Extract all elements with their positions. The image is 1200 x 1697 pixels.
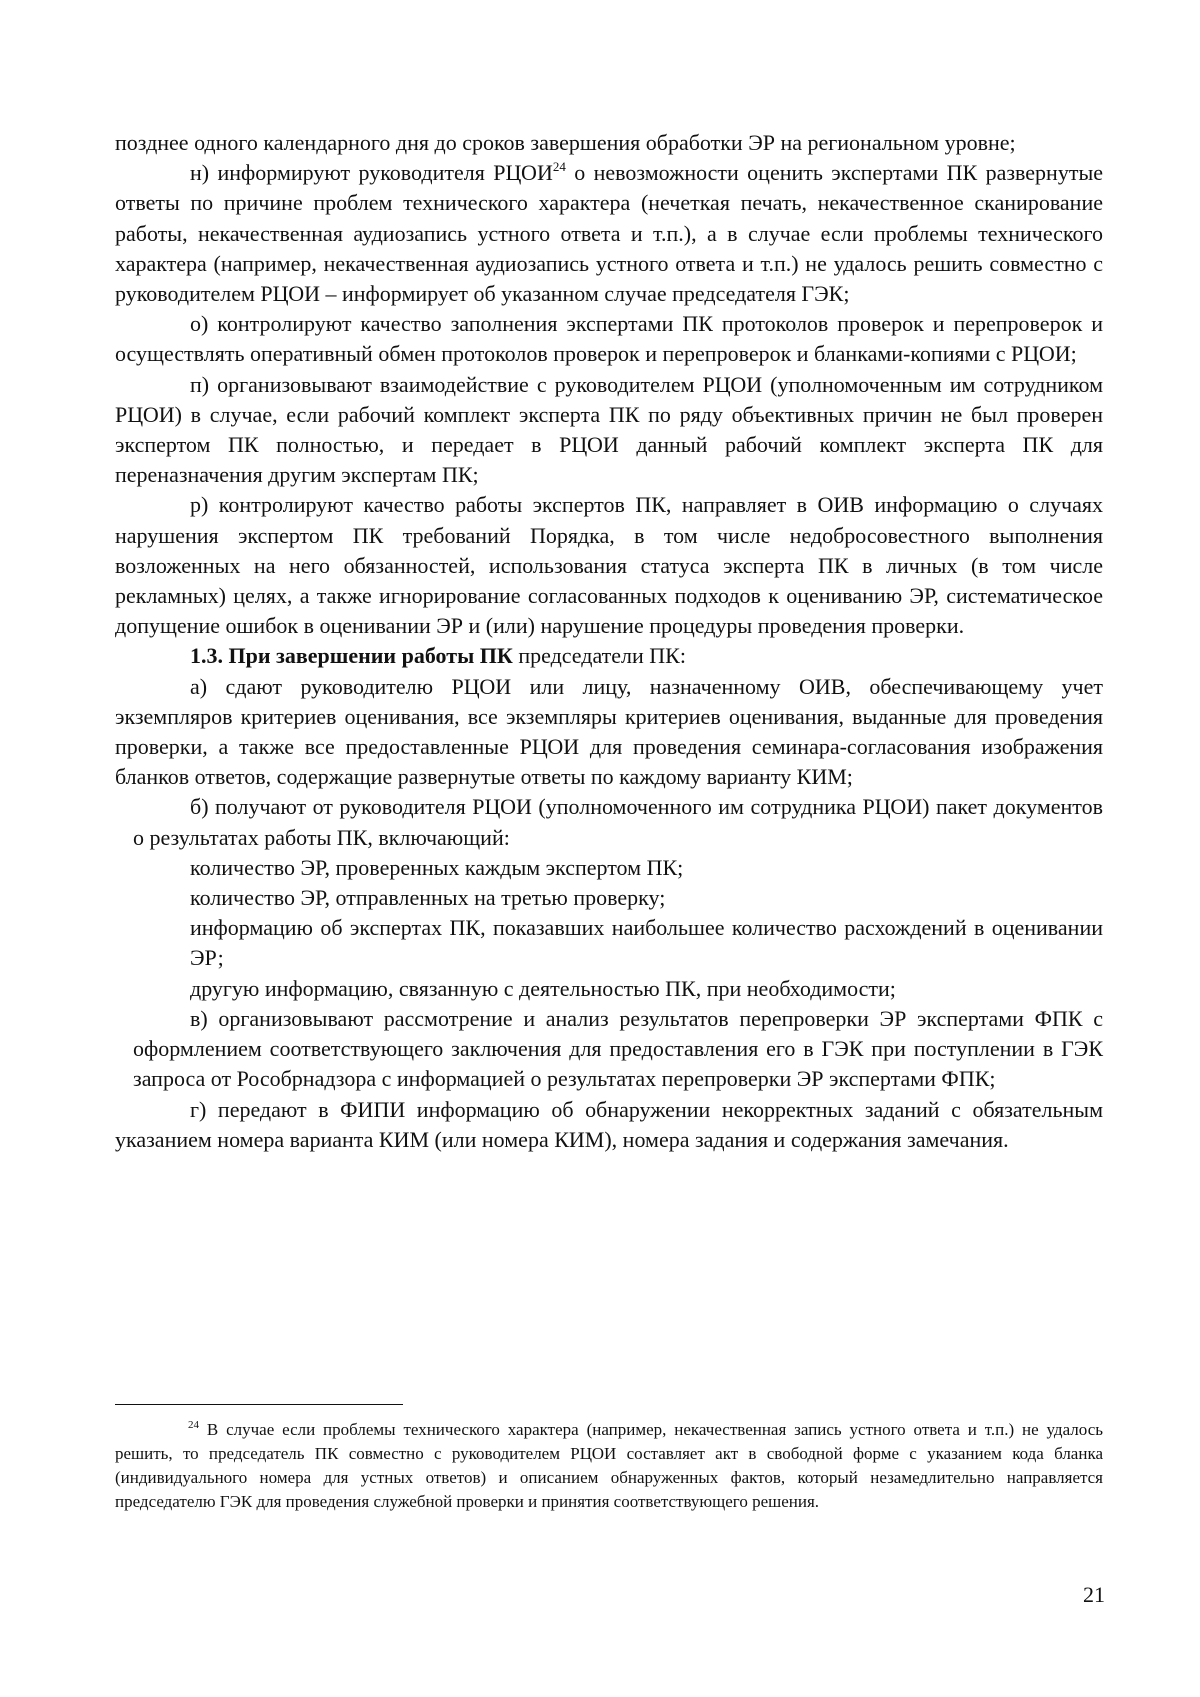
paragraph-n-start: н) информируют руководителя РЦОИ <box>190 160 553 186</box>
section-heading-rest: председатели ПК: <box>512 643 686 669</box>
page-number: 21 <box>1083 1582 1105 1607</box>
footnote-text: В случае если проблемы технического характера (например, некачественная запись устного ответа и т.п.) не удалось решить, то председатель ПК совместно с руководителем РЦОИ составляет акт в свободной форме с указанием кода бланка (индивидуального номера для устных ответов) и описанием обнаруженных фактов, который незамедлительно направляется председателю ГЭК для проведения служебной проверки и принятия соответствующего решения. <box>115 1420 1103 1511</box>
list-item: количество ЭР, отправленных на третью проверку; <box>190 885 666 911</box>
footnote <box>115 1418 1103 1514</box>
paragraph-g: г) передают в ФИПИ информацию об обнаружении некорректных заданий с обязательным указанием номера варианта КИМ (или номера КИМ), номера задания и содержания замечания. <box>115 1096 1103 1152</box>
footnote-ref[interactable]: 24 <box>552 159 566 175</box>
paragraph-r: р) контролируют качество работы экспертов ПК, направляет в ОИВ информацию о случаях нарушения экспертом ПК требований Порядка, в том числе недобросовестного выполнения возложенных на него обязанностей, использования статуса эксперта ПК в личных (в том числе рекламных) целях, а также игнорирование согласованных подходов к оцениванию ЭР, систематическое допущение ошибок в оценивании ЭР и (или) нарушение процедуры проведения проверки. <box>115 492 1103 639</box>
paragraph-n <box>115 158 1103 309</box>
paragraph-b: б) получают от руководителя РЦОИ (уполномоченного им сотрудника РЦОИ) пакет документов о результатах работы ПК, включающий: <box>133 794 1103 850</box>
list-item: другую информацию, связанную с деятельностью ПК, при необходимости; <box>190 975 896 1001</box>
paragraph-p: п) организовывают взаимодействие с руководителем РЦОИ (уполномоченным им сотрудником РЦОИ) в случае, если рабочий комплект эксперта ПК по ряду объективных причин не был проверен экспертом ПК полностью, и передает в РЦОИ данный рабочий комплект эксперта ПК для переназначения другим экспертам ПК; <box>115 371 1103 488</box>
paragraph-continuation: позднее одного календарного дня до сроков завершения обработки ЭР на региональном уровне; <box>115 130 1016 155</box>
footnote-number: 24 <box>188 1419 199 1431</box>
paragraph-o: о) контролируют качество заполнения экспертами ПК протоколов проверок и перепроверок и осуществлять оперативный обмен протоколов проверок и перепроверок и бланками-копиями с РЦОИ; <box>115 311 1103 367</box>
paragraph-n-end: о невозможности оценить экспертами ПК развернутые ответы по причине проблем технического характера (нечеткая печать, некачественное сканирование работы, некачественная аудиозапись устного ответа и т.п.), а в случае если проблемы технического характера (например, некачественная аудиозапись устного ответа и т.п.) не удалось решить совместно с руководителем РЦОИ – информирует об указанном случае председателя ГЭК; <box>115 160 1103 307</box>
section-heading-1-3 <box>115 641 1103 671</box>
paragraph-v: в) организовывают рассмотрение и анализ результатов перепроверки ЭР экспертами ФПК с оформлением соответствующего заключения для предоставления его в ГЭК при поступлении в ГЭК запроса от Рособрнадзора с информацией о результатах перепроверки ЭР экспертами ФПК; <box>133 1005 1103 1092</box>
footnote-separator <box>115 1404 403 1405</box>
main-text <box>115 128 1103 1155</box>
paragraph-a: а) сдают руководителю РЦОИ или лицу, назначенному ОИВ, обеспечивающему учет экземпляров критериев оценивания, все экземпляры критериев оценивания, выданные для проведения проверки, а также все предоставленные РЦОИ для проведения семинара-согласования изображения бланков ответов, содержащие развернутые ответы по каждому варианту КИМ; <box>115 673 1103 790</box>
list-item: количество ЭР, проверенных каждым экспертом ПК; <box>190 854 684 880</box>
section-heading-bold: 1.3. При завершении работы ПК <box>190 643 513 669</box>
list-item: информацию об экспертах ПК, показавших наибольшее количество расхождений в оценивании ЭР; <box>190 915 1103 971</box>
